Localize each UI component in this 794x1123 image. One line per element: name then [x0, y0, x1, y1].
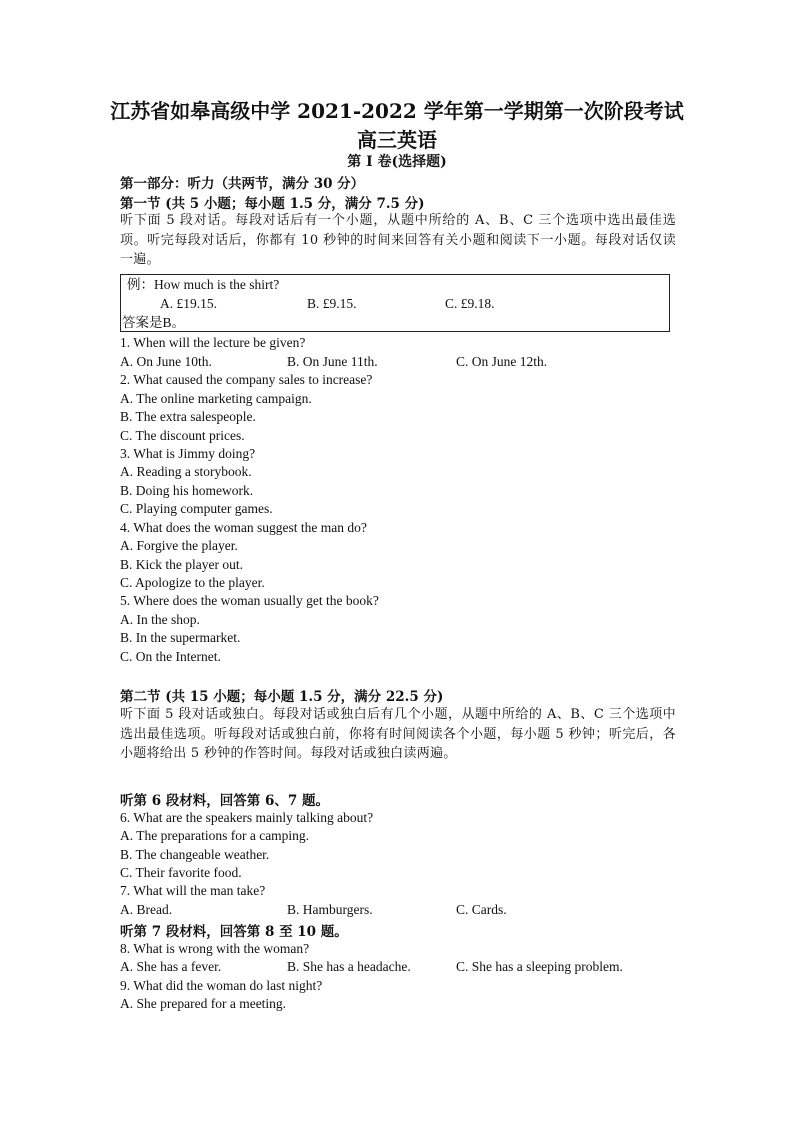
q7-option-c: C. Cards. — [456, 902, 507, 917]
material-7-heading: 听第 7 段材料，回答第 8 至 10 题。 — [120, 924, 348, 940]
q3-option-b: B. Doing his homework. — [120, 483, 254, 498]
question-4: 4. What does the woman suggest the man do? — [120, 520, 367, 535]
section2-heading: 第二节 (共 15 小题；每小题 1.5 分，满分 22.5 分) — [120, 689, 444, 705]
question-3: 3. What is Jimmy doing? — [120, 446, 256, 461]
question-6: 6. What are the speakers mainly talking about? — [120, 810, 374, 825]
example-option-c: C. £9.18. — [445, 296, 495, 311]
part1-heading: 第一部分：听力（共两节，满分 30 分） — [120, 176, 365, 192]
q4-option-c: C. Apologize to the player. — [120, 575, 265, 590]
q2-option-a: A. The online marketing campaign. — [120, 391, 312, 406]
question-1: 1. When will the lecture be given? — [120, 335, 306, 350]
q5-option-c: C. On the Internet. — [120, 649, 221, 664]
q5-option-a: A. In the shop. — [120, 612, 200, 627]
q2-option-c: C. The discount prices. — [120, 428, 245, 443]
q1-option-a: A. On June 10th. — [120, 354, 212, 369]
example-option-b: B. £9.15. — [307, 296, 357, 311]
q3-option-a: A. Reading a storybook. — [120, 464, 252, 479]
q6-option-a: A. The preparations for a camping. — [120, 828, 310, 843]
q2-option-b: B. The extra salespeople. — [120, 409, 256, 424]
example-question: 例：How much is the shirt? — [127, 277, 280, 292]
question-8: 8. What is wrong with the woman? — [120, 941, 310, 956]
q4-option-b: B. Kick the player out. — [120, 557, 243, 572]
q9-option-a: A. She prepared for a meeting. — [120, 996, 287, 1011]
exam-title: 江苏省如皋高级中学 2021-2022 学年第一学期第一次阶段考试 — [110, 99, 684, 123]
q8-option-b: B. She has a headache. — [287, 959, 411, 974]
volume-title: 第 I 卷(选择题) — [347, 154, 447, 170]
question-9: 9. What did the woman do last night? — [120, 978, 323, 993]
material-6-heading: 听第 6 段材料，回答第 6、7 题。 — [120, 793, 329, 809]
question-7: 7. What will the man take? — [120, 883, 266, 898]
q8-option-a: A. She has a fever. — [120, 959, 222, 974]
q7-option-a: A. Bread. — [120, 902, 173, 917]
question-5: 5. Where does the woman usually get the book? — [120, 593, 379, 608]
example-answer: 答案是B。 — [122, 315, 186, 330]
q6-option-b: B. The changeable weather. — [120, 847, 270, 862]
section1-instructions: 听下面 5 段对话。每段对话后有一个小题，从题中所给的 A、B、C 三个选项中选出最佳选项。听完每段对话后，你都有 10 秒钟的时间来回答有关小题和阅读下一小题。每段对话仅读一遍。 — [120, 213, 676, 267]
example-option-a: A. £19.15. — [160, 296, 217, 311]
question-2: 2. What caused the company sales to increase? — [120, 372, 373, 387]
q3-option-c: C. Playing computer games. — [120, 501, 273, 516]
q4-option-a: A. Forgive the player. — [120, 538, 238, 553]
q6-option-c: C. Their favorite food. — [120, 865, 242, 880]
q1-option-c: C. On June 12th. — [456, 354, 548, 369]
subject-title: 高三英语 — [357, 128, 437, 152]
section2-instructions: 听下面 5 段对话或独白。每段对话或独白后有几个小题，从题中所给的 A、B、C 三个选项中选出最佳选项。听每段对话或独白前，你将有时间阅读各个小题，每小题 5 秒钟；听完后，各小题将给出 5 秒钟的作答时间。每段对话或独白读两遍。 — [120, 707, 676, 761]
q7-option-b: B. Hamburgers. — [287, 902, 373, 917]
q5-option-b: B. In the supermarket. — [120, 630, 241, 645]
q1-option-b: B. On June 11th. — [287, 354, 378, 369]
section1-heading: 第一节 (共 5 小题；每小题 1.5 分，满分 7.5 分) — [120, 196, 425, 212]
q8-option-c: C. She has a sleeping problem. — [456, 959, 623, 974]
